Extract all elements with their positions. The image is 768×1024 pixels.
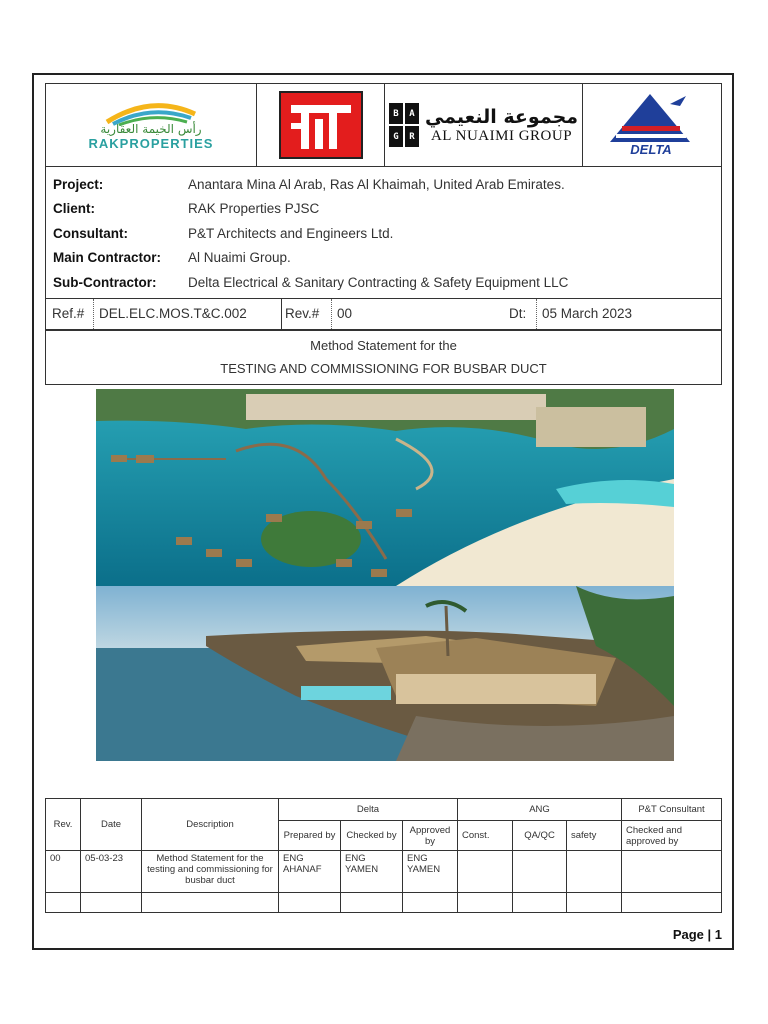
date-label: Dt: [509, 306, 527, 321]
sub-contractor-value: Delta Electrical & Sanitary Contracting & Safety Equipment LLC [188, 274, 569, 290]
col-checked-header: Checked by [341, 821, 403, 851]
col-qaqc-header: QA/QC [513, 821, 567, 851]
main-contractor-label: Main Contractor: [53, 250, 161, 266]
nuaimi-english-name: AL NUAIMI GROUP [430, 127, 573, 144]
pi-symbol-icon [281, 93, 361, 157]
project-value: Anantara Mina Al Arab, Ras Al Khaimah, United Arab Emirates. [188, 176, 565, 192]
main-contractor-row [53, 246, 714, 271]
consultant-row [53, 221, 714, 246]
revision-table [45, 798, 722, 913]
main-contractor-value: Al Nuaimi Group. [188, 250, 291, 266]
overwater-villas-image [96, 586, 674, 761]
group-delta-header: Delta [279, 799, 458, 821]
method-statement-title [45, 330, 722, 385]
row-pt [622, 851, 722, 893]
header-block [45, 83, 722, 385]
method-statement-line2: TESTING AND COMMISSIONING FOR BUSBAR DUCT [220, 361, 547, 377]
reference-row [45, 299, 722, 330]
project-info [45, 167, 722, 299]
logo-row [45, 83, 722, 167]
table-row-empty [46, 893, 722, 913]
page-number: Page | 1 [672, 927, 722, 942]
col-const-header: Const. [458, 821, 513, 851]
row-prepared: ENG AHANAF [279, 851, 341, 893]
date-value: 05 March 2023 [536, 299, 721, 329]
aerial-resort-image [96, 389, 674, 586]
method-statement-line1: Method Statement for the [310, 337, 457, 353]
row-description: Method Statement for the testing and commissioning for busbar duct [142, 851, 279, 893]
col-description-header: Description [142, 799, 279, 851]
page-label: Page [672, 927, 704, 942]
project-label: Project: [53, 176, 104, 192]
page-value: 1 [714, 927, 722, 942]
col-approved-header: Approved by [403, 821, 458, 851]
col-date-header: Date [81, 799, 142, 851]
col-safety-header: safety [567, 821, 622, 851]
row-safety [567, 851, 622, 893]
rev-value: 00 [331, 299, 506, 329]
ref-value: DEL.ELC.MOS.T&C.002 [93, 299, 281, 329]
sub-contractor-label: Sub-Contractor: [53, 274, 157, 290]
client-row [53, 197, 714, 222]
rak-english-name: RAKPROPERTIES [88, 135, 214, 151]
consultant-label: Consultant: [53, 225, 128, 241]
row-const [458, 851, 513, 893]
group-pt-header: P&T Consultant [622, 799, 722, 821]
client-value: RAK Properties PJSC [188, 201, 320, 217]
row-approved: ENG YAMEN [403, 851, 458, 893]
group-ang-header: ANG [458, 799, 622, 821]
nuaimi-mark-icon: B A G R [389, 103, 419, 147]
row-date: 05-03-23 [81, 851, 142, 893]
sub-contractor-row [53, 270, 714, 295]
delta-logo [583, 84, 721, 166]
al-nuaimi-logo [385, 84, 583, 166]
col-pt-checked-header: Checked and approved by [622, 821, 722, 851]
row-checked: ENG YAMEN [341, 851, 403, 893]
rak-arabic-name: رأس الخيمة العقارية [100, 121, 202, 136]
project-row [53, 172, 714, 197]
row-rev: 00 [46, 851, 81, 893]
ref-label: Ref.# [52, 306, 85, 321]
col-rev-header: Rev. [46, 799, 81, 851]
rev-label: Rev.# [281, 299, 331, 329]
resort-photos [96, 389, 674, 761]
consultant-value: P&T Architects and Engineers Ltd. [188, 225, 394, 241]
rak-properties-logo [46, 84, 257, 166]
col-prepared-header: Prepared by [279, 821, 341, 851]
delta-wordmark: DELTA [630, 142, 672, 157]
pi-logo-mark [279, 91, 363, 159]
nuaimi-arabic-name: مجموعة النعيمي [424, 105, 579, 128]
pi-logo [257, 84, 385, 166]
client-label: Client: [53, 201, 95, 217]
delta-triangle-icon [600, 92, 704, 158]
table-row [46, 851, 722, 893]
row-qaqc [513, 851, 567, 893]
